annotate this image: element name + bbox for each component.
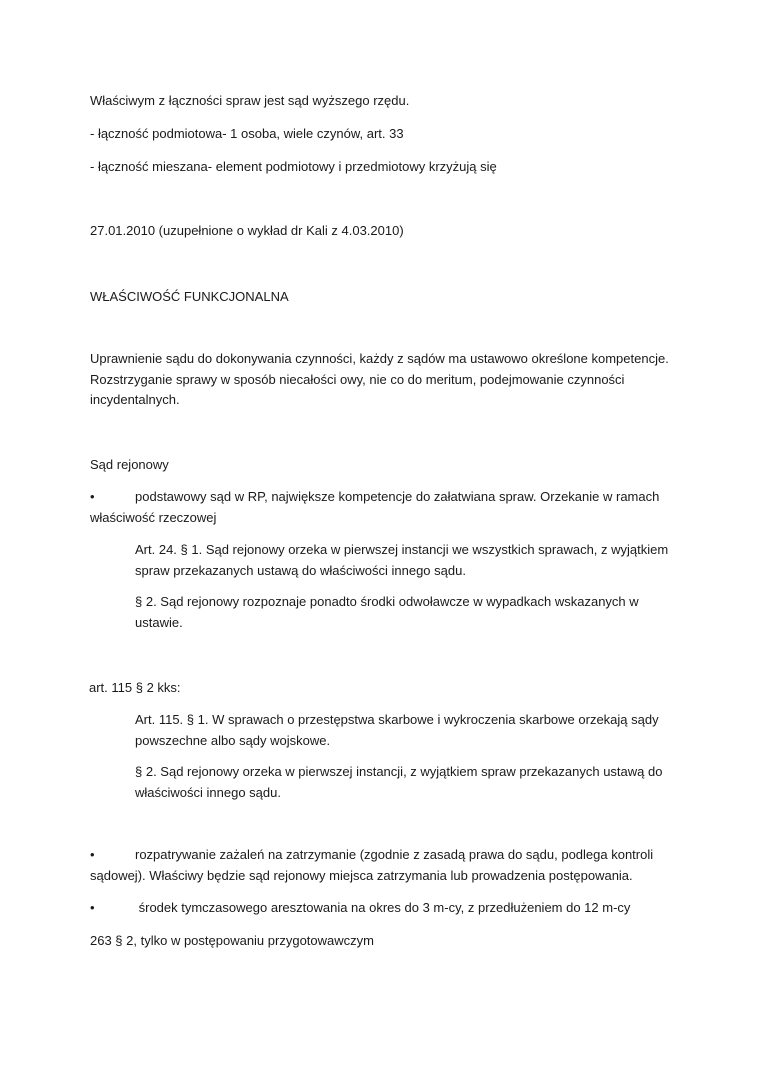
date-note: 27.01.2010 (uzupełnione o wykład dr Kali z 4.03.2010): [90, 223, 404, 238]
bullet-text: środek tymczasowego aresztowania na okres do 3 m-cy, z przedłużeniem do 12 m-cy: [135, 900, 631, 915]
reference-line: art. 115 § 2 kks:: [89, 680, 181, 695]
bullet-item: [90, 845, 680, 886]
statute-quote: § 2. Sąd rejonowy orzeka w pierwszej instancji, z wyjątkiem spraw przekazanych ustawą do właściwości innego sądu.: [135, 764, 663, 800]
intro-paragraph: Uprawnienie sądu do dokonywania czynności, każdy z sądów ma ustawowo określone kompetencje. Rozstrzyganie sprawy w sposób niecałości owy, nie co do meritum, podejmowanie czynności incydentalnych.: [90, 351, 669, 407]
text-line: 263 § 2, tylko w postępowaniu przygotowawczym: [90, 933, 374, 948]
statute-quote: Art. 115. § 1. W sprawach o przestępstwa skarbowe i wykroczenia skarbowe orzekają sądy powszechne albo sądy wojskowe.: [135, 712, 659, 748]
bullet-item: [90, 898, 680, 919]
subheading: Sąd rejonowy: [90, 457, 169, 472]
text-line: Właściwym z łączności spraw jest sąd wyższego rzędu.: [90, 93, 410, 108]
bullet-text: podstawowy sąd w RP, największe kompetencje do załatwiana spraw. Orzekanie w ramach właściwość rzeczowej: [90, 489, 660, 525]
text-line: - łączność podmiotowa- 1 osoba, wiele czynów, art. 33: [90, 126, 404, 141]
bullet-text: rozpatrywanie zażaleń na zatrzymanie (zgodnie z zasadą prawa do sądu, podlega kontroli sądowej). Właściwy będzie sąd rejonowy miejsca zatrzymania lub prowadzenia postępowania.: [90, 847, 654, 883]
statute-quote: § 2. Sąd rejonowy rozpoznaje ponadto środki odwoławcze w wypadkach wskazanych w ustawie.: [135, 594, 639, 630]
text-line: - łączność mieszana- element podmiotowy i przedmiotowy krzyżują się: [90, 159, 497, 174]
statute-quote: Art. 24. § 1. Sąd rejonowy orzeka w pierwszej instancji we wszystkich sprawach, z wyjątkiem spraw przekazanych ustawą do właściwości innego sądu.: [135, 542, 669, 578]
bullet-icon: •: [90, 847, 95, 862]
section-heading: WŁAŚCIWOŚĆ FUNKCJONALNA: [90, 289, 289, 304]
bullet-item: [90, 487, 680, 528]
bullet-icon: •: [90, 900, 95, 915]
bullet-icon: •: [90, 489, 95, 504]
